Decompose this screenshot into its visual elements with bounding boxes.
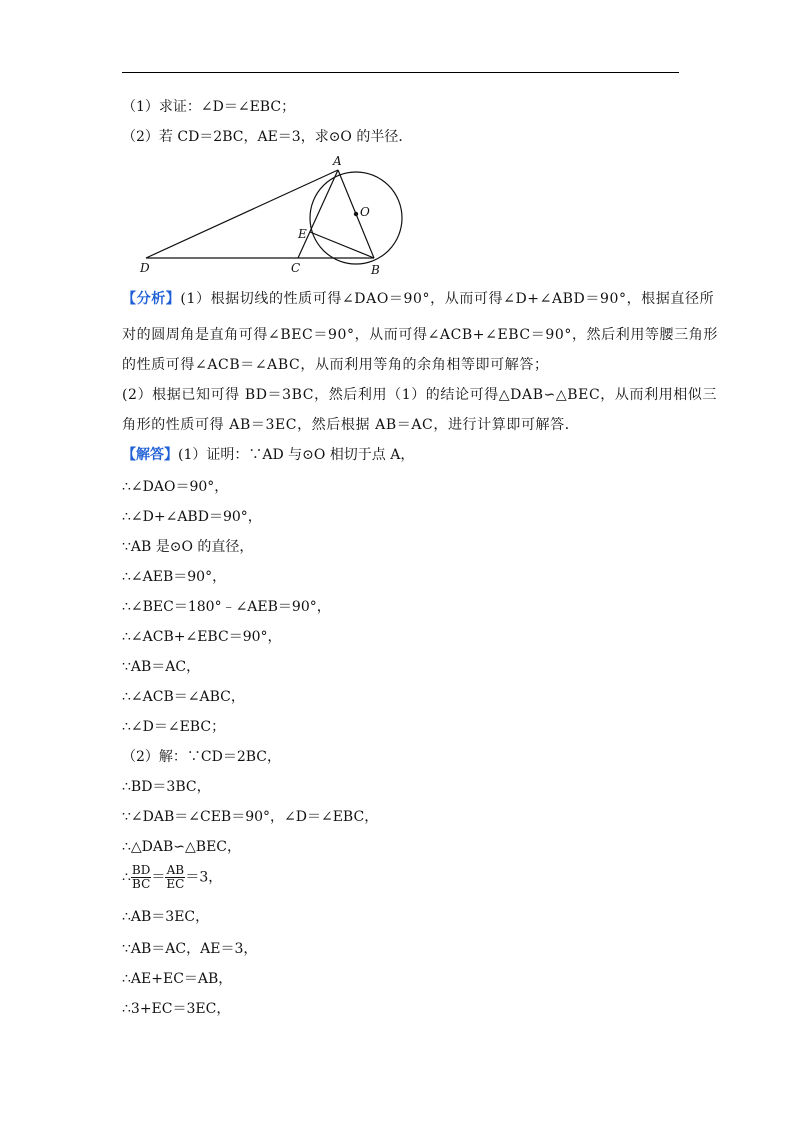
segment-da xyxy=(146,170,338,258)
label-a: A xyxy=(333,154,342,168)
label-b: B xyxy=(371,263,380,277)
step-9: ∴∠D＝∠EBC； xyxy=(122,719,226,735)
label-c: C xyxy=(291,261,301,275)
analysis-line-4: (2）根据已知可得 BD＝3BC，然后利用（1）的结论可得△DAB∽△BEC，从而利用相似三 xyxy=(122,387,718,403)
step-1: ∴∠DAO＝90°， xyxy=(122,479,229,495)
header-rule xyxy=(122,72,679,73)
fraction-ab-ec: $\frac{AB}{EC}$ xyxy=(166,863,185,891)
answer-line-1: 【解答】(1）证明：∵AD 与⊙O 相切于点 A， xyxy=(122,447,415,463)
step-18: ∴3+EC＝3EC， xyxy=(122,1001,231,1017)
analysis-line-1: 【分析】(1）根据切线的性质可得∠DAO＝90°，从而可得∠D+∠ABD＝90°，根据直径所 xyxy=(122,291,715,307)
step-7: ∵AB＝AC， xyxy=(122,659,201,675)
step-4: ∴∠AEB＝90°， xyxy=(122,569,227,585)
step-14-fraction: ∴ $\frac{BD}{BC}$ ＝ $\frac{AB}{EC}$ ＝3， xyxy=(122,863,223,891)
step-3: ∵AB 是⊙O 的直径， xyxy=(122,539,254,555)
geometry-figure xyxy=(138,148,408,280)
step-13: ∴△DAB∽△BEC， xyxy=(122,839,242,855)
step-17: ∴AE+EC＝AB， xyxy=(122,971,233,987)
question-2: （2）若 CD＝2BC，AE＝3，求⊙O 的半径． xyxy=(122,129,413,145)
step-6: ∴∠ACB+∠EBC＝90°， xyxy=(122,629,282,645)
question-1: （1）求证：∠D＝∠EBC； xyxy=(122,99,296,115)
analysis-line-3: 的性质可得∠ACB＝∠ABC，从而利用等角的余角相等即可解答； xyxy=(122,357,549,373)
step-8: ∴∠ACB＝∠ABC， xyxy=(122,689,245,705)
step-15: ∴AB＝3EC， xyxy=(122,909,210,925)
step-10: （2）解：∵CD＝2BC， xyxy=(122,749,282,765)
analysis-line-5: 角形的性质可得 AB＝3EC，然后根据 AB＝AC，进行计算即可解答． xyxy=(122,417,580,433)
step-16: ∵AB＝AC，AE＝3， xyxy=(122,941,258,957)
analysis-line-2: 对的圆周角是直角可得∠BEC＝90°，从而可得∠ACB+∠EBC＝90°，然后利用等腰三角形 xyxy=(122,327,718,343)
step-5: ∴∠BEC＝180°﹣∠AEB＝90°， xyxy=(122,599,331,615)
answer-tag: 【解答】 xyxy=(122,447,178,463)
fraction-bd-bc: $\frac{BD}{BC}$ xyxy=(131,863,151,891)
step-2: ∴∠D+∠ABD＝90°， xyxy=(122,509,262,525)
analysis-tag: 【分析】 xyxy=(122,291,181,307)
label-d: D xyxy=(140,261,150,275)
step-11: ∴BD＝3BC， xyxy=(122,779,211,795)
label-o: O xyxy=(360,205,370,219)
step-12: ∵∠DAB＝∠CEB＝90°，∠D＝∠EBC， xyxy=(122,809,379,825)
label-e: E xyxy=(298,227,307,241)
center-point-o xyxy=(354,212,358,216)
